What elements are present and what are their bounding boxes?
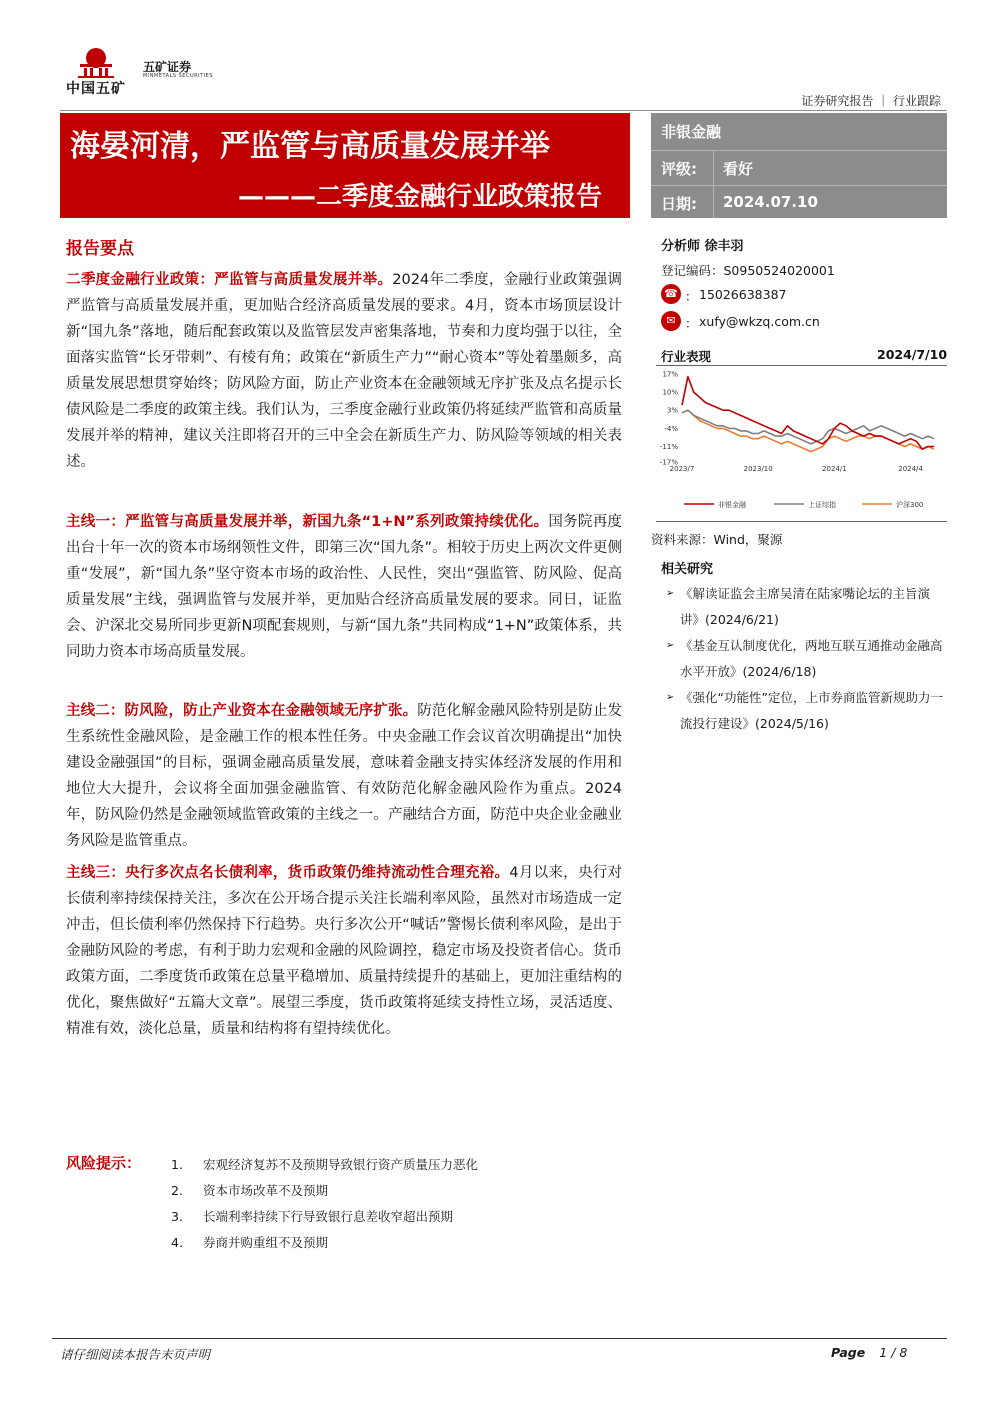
logo-text-cn: 中国五矿 [66, 81, 126, 97]
chart-source: 资料来源：Wind，聚源 [651, 532, 783, 547]
footer-disclaimer: 请仔细阅读本报告末页声明 [60, 1347, 211, 1362]
x-tick-label: 2024/4 [898, 465, 923, 473]
bullet-arrow-icon: ➢ [666, 588, 675, 599]
sector-name: 非银金融 [661, 123, 722, 141]
paragraph-text: 国务院再度出台十年一次的资本市场纲领性文件，即第三次“国九条”。相较于历史上两次文件更侧重“发展”，新“国九条”坚守资本市场的政治性、人民性，突出“强监管、防风险、促高质量发展”主线，强调监管与发展并举，更加贴合经济高质量发展的要求。同日，证监会、沪深北交易所同步更新N项配套规则，与新“国九条”共同构成“1+N”政策体系，共同助力资本市场高质量发展。 [66, 514, 622, 660]
company-logo [66, 44, 126, 78]
paragraph-highlight: 主线二：防风险，防止产业资本在金融领域无序扩张。 [66, 703, 418, 719]
page-label: Page [831, 1345, 866, 1360]
rating-value: 看好 [723, 160, 754, 178]
paragraph-text: 防范化解金融风险特别是防止发生系统性金融风险，是金融工作的根本性任务。中央金融工作会议首次明确提出“加快建设金融强国”的目标，强调金融高质量发展，意味着金融支持实体经济发展的作用和地位大大提升，会议将全面加强金融监管、有效防范化解金融风险作为重点。2024年，防风险仍然是金融领域监管政策的主线之一。产融结合方面，防范中央企业金融业务风险是监管重点。 [66, 703, 623, 849]
rating-row-divider [651, 150, 947, 151]
analyst-name: 分析师 徐丰羽 [661, 239, 744, 254]
paragraph-highlight: 主线一：严监管与高质量发展并举，新国九条“1+N”系列政策持续优化。 [66, 514, 549, 530]
series-line-非银金融 [682, 377, 934, 450]
report-type: 证券研究报告 ｜ 行业跟踪 [801, 94, 941, 108]
risk-item: 2. 资本市场改革不及预期 [171, 1183, 329, 1198]
y-tick-label: 17% [662, 370, 678, 379]
email-icon: ✉ [661, 311, 681, 331]
chart-title: 行业表现 [661, 349, 712, 364]
analyst-registration: 登记编码：S0950524020001 [661, 263, 835, 278]
legend-label: 沪深300 [896, 501, 924, 509]
chart-bottom-rule [656, 521, 947, 522]
page-indicator [831, 1345, 907, 1360]
bullet-arrow-icon: ➢ [666, 640, 675, 651]
series-line-沪深300 [682, 410, 934, 451]
summary-title: 报告要点 [66, 239, 134, 259]
summary-paragraph [66, 509, 622, 665]
legend-label: 非银金融 [718, 501, 746, 509]
date-row-divider [651, 185, 947, 186]
paragraph-text: 2024年二季度，金融行业政策强调严监管与高质量发展并重，更加贴合经济高质量发展的要求。4月，资本市场顶层设计新“国九条”落地，随后配套政策以及监管层发声密集落地，节奏和力度均强于以往，全面落实监管“长牙带刺”、有棱有角；政策在“新质生产力”“耐心资本”等处着墨颇多，高质量发展思想贯穿始终；防风险方面，防止产业资本在金融领域无序扩张及点名提示长债风险是二季度的政策主线。我们认为，三季度金融行业政策仍将延续严监管和高质量发展并举的精神，建议关注即将召开的三中全会在新质生产力、防风险等领域的相关表述。 [66, 272, 623, 470]
logo-emblem-icon [66, 44, 126, 78]
y-tick-label: -11% [659, 442, 678, 451]
rating-label: 评级: [661, 160, 697, 178]
y-tick-label: -17% [659, 458, 678, 467]
rating-col-divider [713, 150, 714, 218]
date-value: 2024.07.10 [723, 193, 818, 211]
phone-icon: ☎ [661, 284, 681, 304]
x-tick-label: 2023/7 [669, 465, 695, 473]
logo-securities-en: MINMETALS SECURITIES [143, 73, 213, 79]
summary-paragraph [66, 267, 622, 475]
analyst-phone: 15026638387 [699, 287, 787, 302]
related-research-title: 相关研究 [661, 562, 714, 577]
logo-securities: 五矿证券 [143, 60, 192, 74]
date-label: 日期: [661, 195, 697, 213]
legend-label: 上证综指 [808, 501, 836, 509]
y-tick-label: -4% [664, 424, 678, 433]
y-tick-label: 10% [662, 388, 678, 397]
chart-date: 2024/7/10 [877, 347, 948, 362]
analyst-email[interactable]: xufy@wkzq.com.cn [699, 314, 820, 329]
email-colon: ： [685, 316, 698, 331]
risk-item: 1. 宏观经济复苏不及预期导致银行资产质量压力恶化 [171, 1157, 479, 1172]
x-tick-label: 2023/10 [743, 465, 773, 473]
summary-paragraph [66, 860, 622, 1042]
paragraph-highlight: 二季度金融行业政策：严监管与高质量发展并举。 [66, 272, 393, 288]
risk-item: 4. 券商并购重组不及预期 [171, 1235, 329, 1250]
y-tick-label: 3% [666, 406, 678, 415]
footer-divider [52, 1338, 947, 1339]
related-research-item[interactable]: ➢ 《解读证监会主席吴清在陆家嘴论坛的主旨演讲》(2024/6/21) [666, 581, 944, 633]
x-tick-label: 2024/1 [822, 465, 847, 473]
risk-item: 3. 长端利率持续下行导致银行息差收窄超出预期 [171, 1209, 454, 1224]
related-research-item[interactable]: ➢ 《基金互认制度优化，两地互联互通推动金融高水平开放》(2024/6/18) [666, 633, 944, 685]
report-subtitle: ———二季度金融行业政策报告 [238, 182, 603, 212]
series-line-上证综指 [682, 410, 934, 444]
header-divider [60, 110, 947, 111]
related-research-item[interactable]: ➢ 《强化“功能性”定位，上市券商监管新规助力一流投行建设》(2024/5/16) [666, 685, 944, 737]
paragraph-highlight: 主线三：央行多次点名长债利率，货币政策仍维持流动性合理充裕。 [66, 865, 510, 881]
paragraph-text: 4月以来，央行对长债利率持续保持关注，多次在公开场合提示关注长端利率风险，虽然对市场造成一定冲击，但长债利率仍然保持下行趋势。央行多次公开“喊话”警惕长债利率风险，是出于金融防风险的考虑，有利于助力宏观和金融的风险调控，稳定市场及投资者信心。货币政策方面，二季度货币政策在总量平稳增加、质量持续提升的基础上，更加注重结构的优化，聚焦做好“五篇大文章”。展望三季度，货币政策将延续支持性立场，灵活适度、精准有效，淡化总量，质量和结构将有望持续优化。 [66, 865, 622, 1037]
phone-colon: ： [685, 289, 698, 304]
page-number: 1 / 8 [879, 1345, 908, 1360]
industry-performance-chart [656, 366, 947, 520]
risk-label: 风险提示： [66, 1154, 142, 1172]
bullet-arrow-icon: ➢ [666, 692, 675, 703]
summary-paragraph [66, 698, 622, 854]
report-title: 海晏河清，严监管与高质量发展并举 [70, 129, 550, 164]
